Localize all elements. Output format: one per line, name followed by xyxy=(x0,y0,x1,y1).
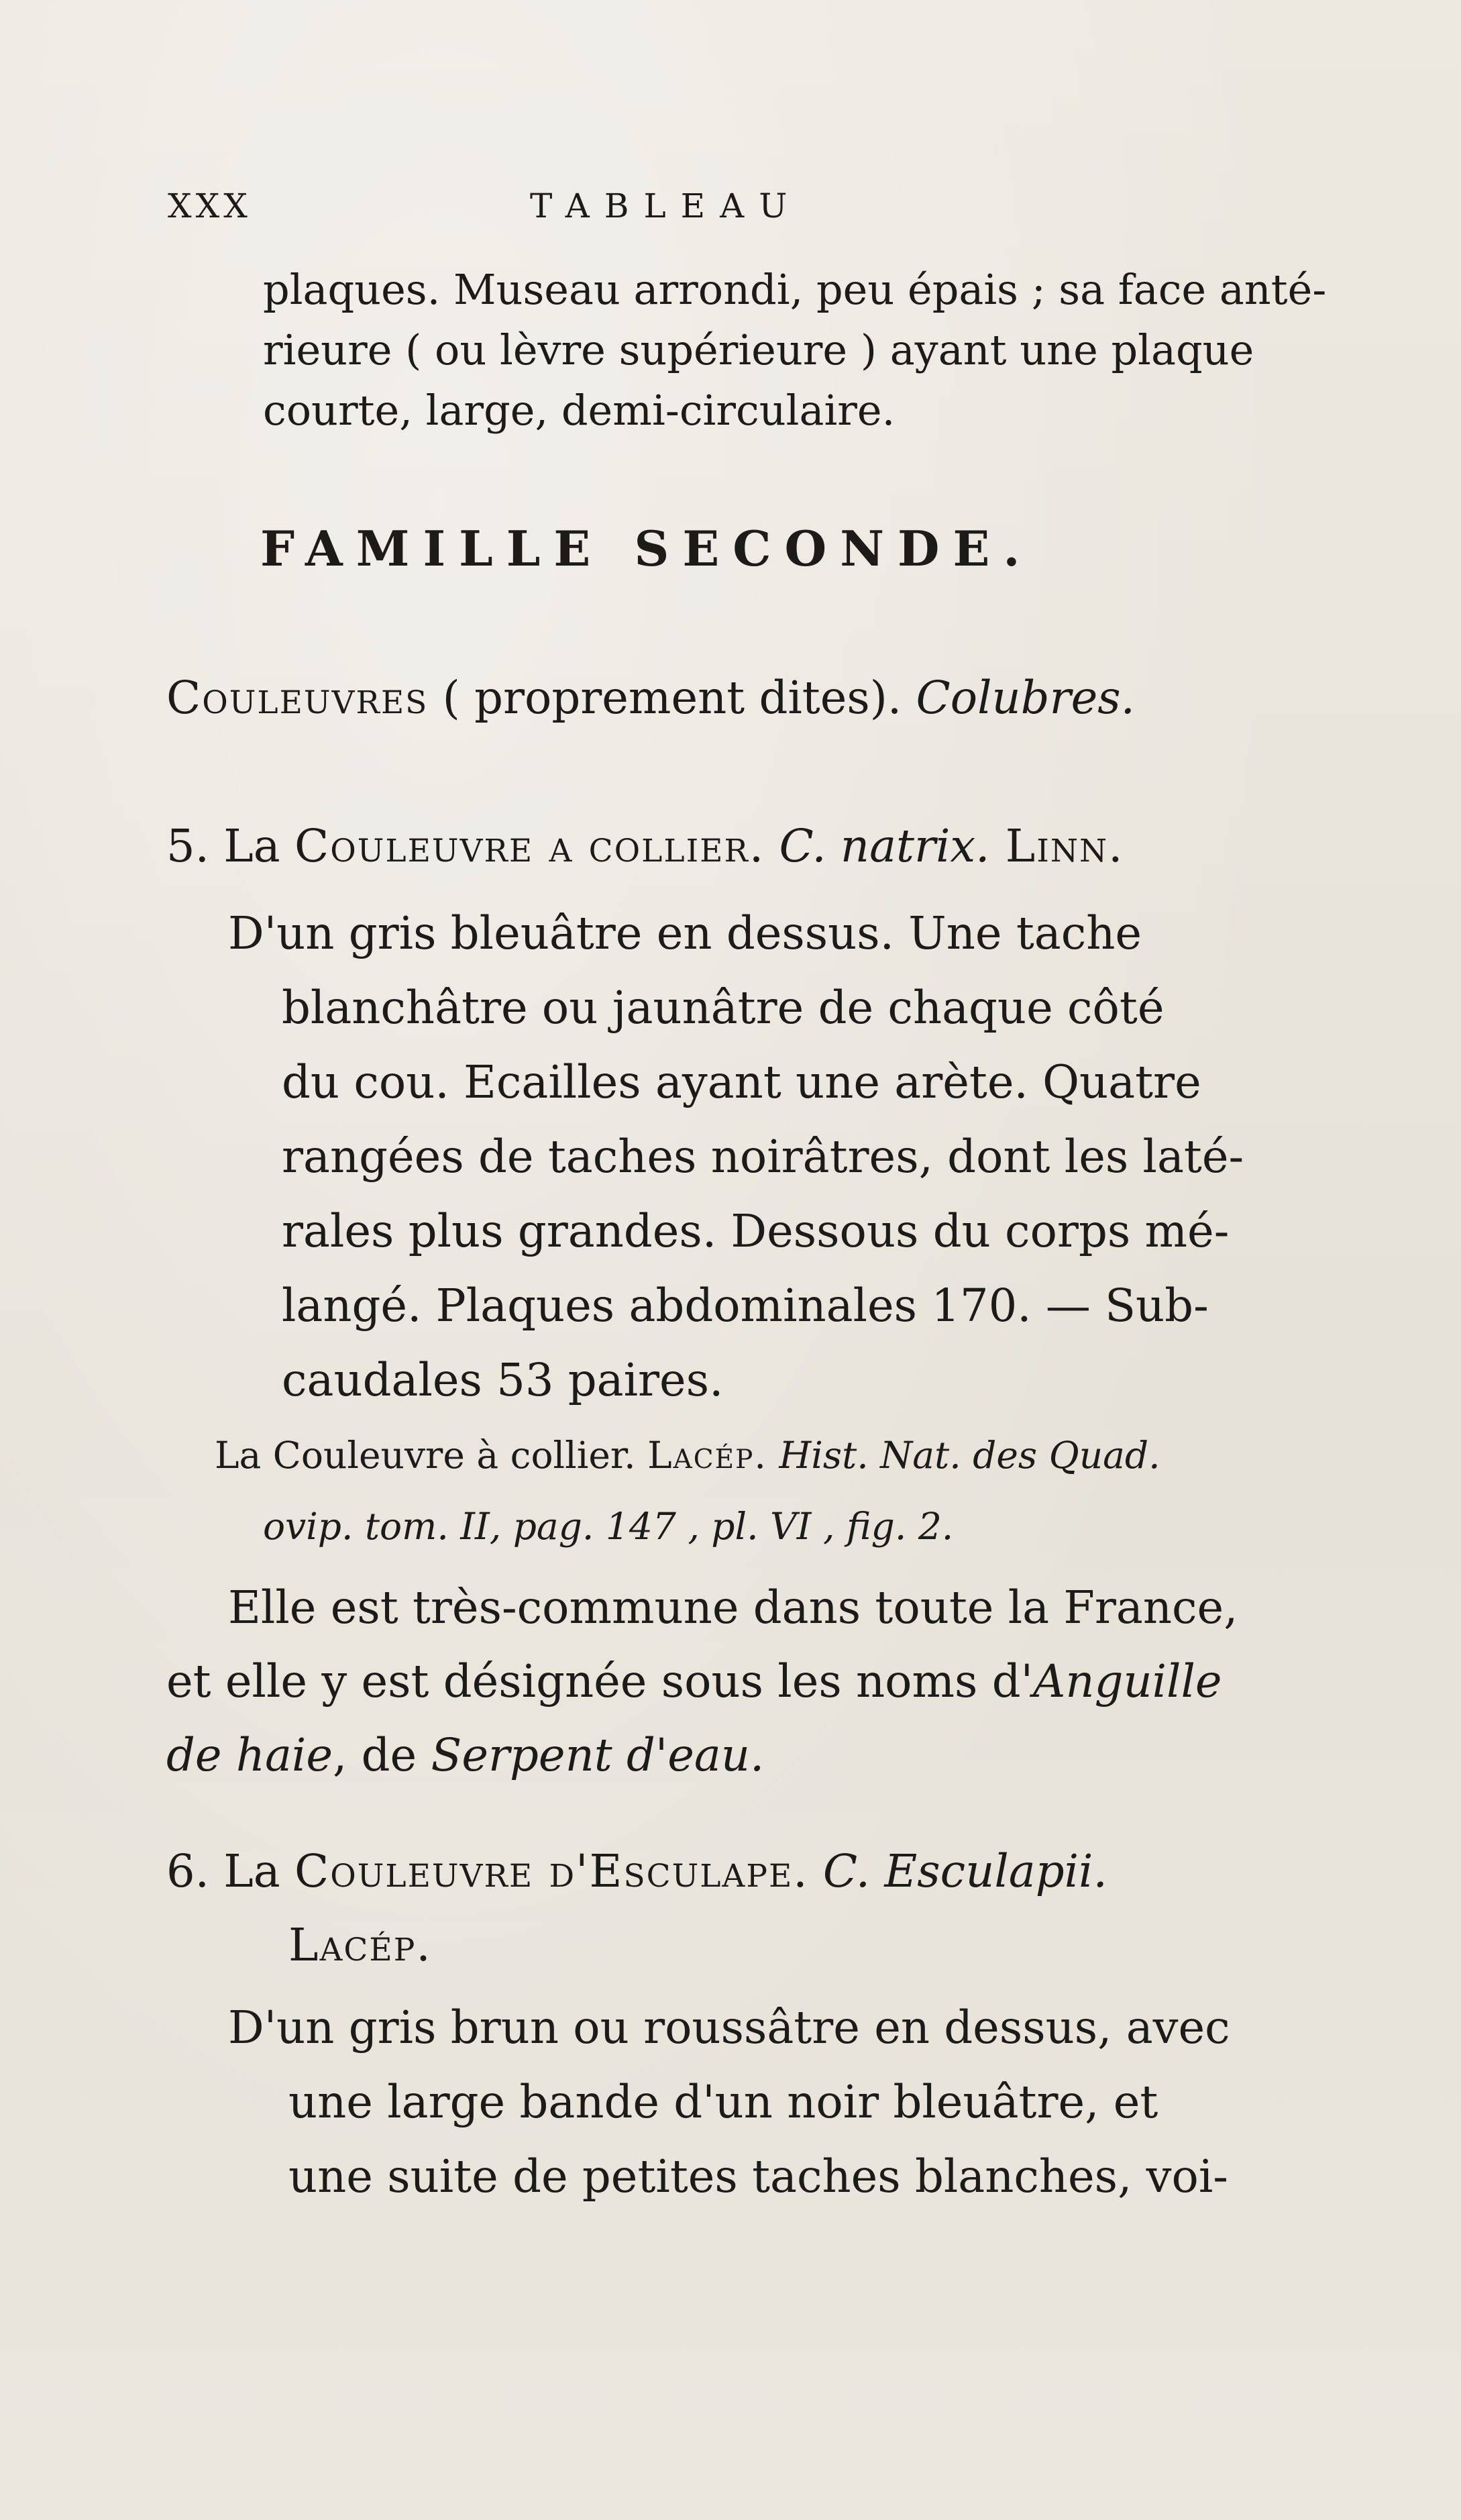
entry-5-desc-line-3: du cou. Ecailles ayant une arète. Quatre xyxy=(282,1056,1201,1108)
entry-5-remark-de-haie: de haie xyxy=(166,1729,333,1781)
entry-5-remark-anguille: Anguille xyxy=(1033,1655,1222,1708)
entry-6-authority: Lacép. xyxy=(288,1919,432,1971)
entry-5-remark-de: , de xyxy=(333,1729,431,1781)
entry-5-desc-line-6: langé. Plaques abdominales 170. — Sub- xyxy=(282,1279,1209,1332)
entry-5-remark-serpent: Serpent d'eau. xyxy=(431,1729,765,1781)
entry-6-authority-line xyxy=(288,1908,432,1982)
family-heading: FAMILLE SECONDE. xyxy=(260,520,1034,577)
entry-5-desc-line-1: D'un gris bleuâtre en dessus. Une tache xyxy=(228,907,1142,959)
entry-5-ref-author: Lacép. xyxy=(647,1434,767,1477)
entry-5-remark-line-2 xyxy=(166,1644,1222,1719)
entry-6-number: 6. La xyxy=(166,1845,294,1897)
entry-5-number: 5. La xyxy=(166,820,294,872)
entry-5-remark-plain: et elle y est désignée sous les noms d' xyxy=(166,1655,1034,1708)
entry-6-heading xyxy=(166,1834,1107,1908)
entry-6-desc-line-2: une large bande d'un noir bleuâtre, et xyxy=(288,2076,1158,2128)
entry-5-heading xyxy=(166,809,1124,883)
entry-6-desc-line-3: une suite de petites taches blanches, voi- xyxy=(288,2150,1228,2203)
entry-5-ref-plain: La Couleuvre à collier. xyxy=(215,1434,648,1477)
section-title xyxy=(166,664,1135,731)
entry-5-desc-line-7: caudales 53 paires. xyxy=(282,1354,724,1406)
page-folio: XXX xyxy=(168,187,252,225)
entry-5-remark-line-3 xyxy=(166,1718,764,1793)
entry-6-latin: C. Esculapii. xyxy=(808,1845,1107,1897)
entry-5-desc-line-5: rales plus grandes. Dessous du corps mé- xyxy=(282,1205,1230,1257)
entry-5-ref-volume: ovip. tom. II xyxy=(263,1505,490,1548)
entry-5-ref-work: Hist. Nat. des Quad. xyxy=(767,1434,1160,1477)
section-title-prefix: Couleuvres xyxy=(166,672,429,724)
intro-line-1: plaques. Museau arrondi, peu épais ; sa face anté- xyxy=(263,265,1327,314)
entry-6-name: Couleuvre d'Esculape. xyxy=(294,1845,809,1897)
section-title-latin: Colubres. xyxy=(916,672,1135,724)
intro-line-3: courte, large, demi-circulaire. xyxy=(263,386,896,435)
entry-5-reference-line-2 xyxy=(263,1492,953,1561)
entry-5-reference-line-1 xyxy=(215,1421,1160,1490)
entry-5-remark-line-1: Elle est très-commune dans toute la France, xyxy=(228,1581,1238,1634)
entry-5-latin: C. natrix. xyxy=(765,820,990,872)
entry-5-name: Couleuvre a collier. xyxy=(294,820,765,872)
entry-6-desc-line-1: D'un gris brun ou roussâtre en dessus, avec xyxy=(228,2001,1230,2054)
entry-5-desc-line-2: blanchâtre ou jaunâtre de chaque côté xyxy=(282,982,1165,1034)
entry-5-ref-page: , pag. 147 , pl. VI , fig. 2. xyxy=(489,1505,954,1548)
intro-line-2: rieure ( ou lèvre supérieure ) ayant une plaque xyxy=(263,325,1254,374)
entry-5-authority: Linn. xyxy=(989,820,1124,872)
section-title-middle: ( proprement dites). xyxy=(428,672,916,724)
running-title: TABLEAU xyxy=(530,187,802,225)
entry-5-desc-line-4: rangées de taches noirâtres, dont les laté- xyxy=(282,1131,1244,1183)
